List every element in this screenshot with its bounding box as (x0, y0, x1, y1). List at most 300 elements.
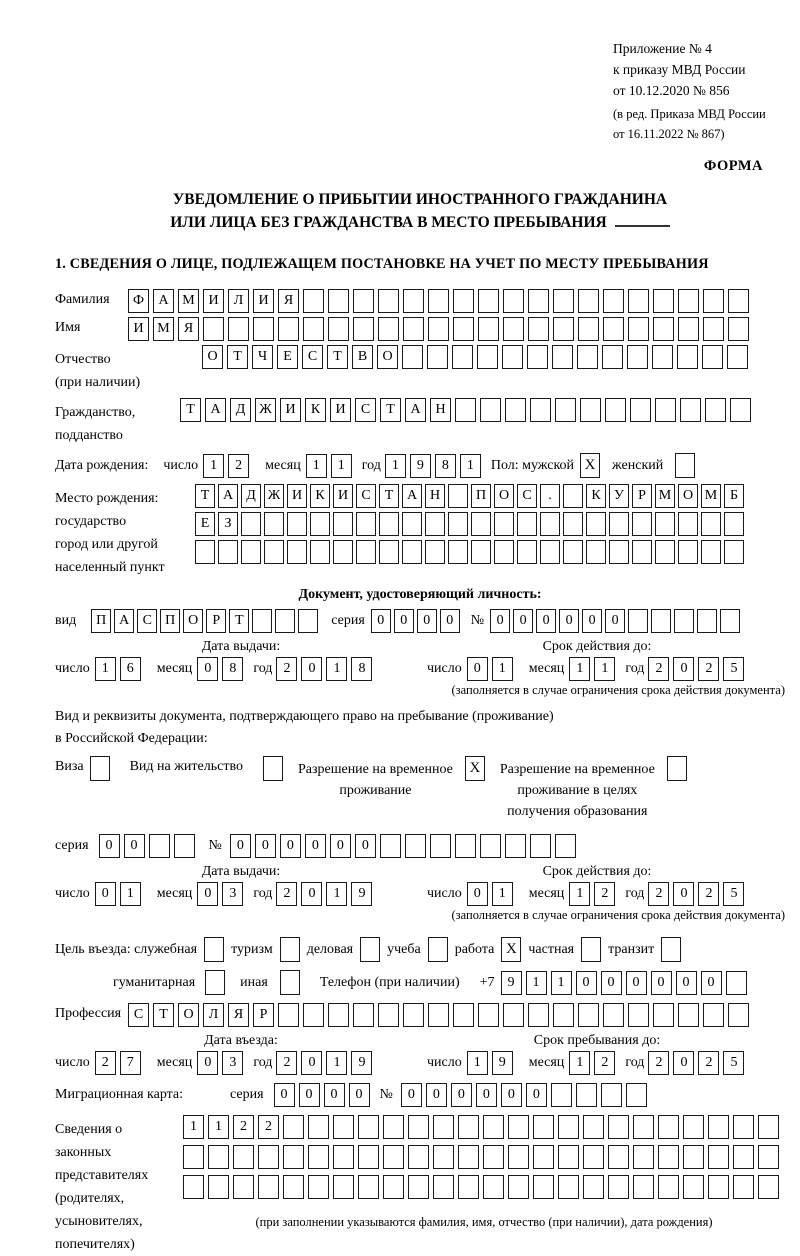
char-cell[interactable] (603, 1003, 624, 1027)
char-cell[interactable]: 2 (276, 1051, 297, 1075)
char-cell[interactable]: Я (278, 289, 299, 313)
char-cell[interactable]: 0 (701, 971, 722, 995)
char-cell[interactable]: 2 (648, 657, 669, 681)
char-cell[interactable]: 0 (95, 882, 116, 906)
char-cell[interactable]: С (356, 484, 376, 508)
char-cell[interactable] (502, 345, 523, 369)
char-cell[interactable] (433, 1115, 454, 1139)
char-cell[interactable]: Д (230, 398, 251, 422)
char-cell[interactable] (674, 609, 694, 633)
char-cell[interactable] (553, 1003, 574, 1027)
char-cell[interactable]: Т (195, 484, 215, 508)
char-cell[interactable]: 0 (197, 882, 218, 906)
char-cell[interactable] (578, 317, 599, 341)
char-cell[interactable] (609, 540, 629, 564)
char-cell[interactable]: О (202, 345, 223, 369)
char-cell[interactable]: Я (228, 1003, 249, 1027)
char-cell[interactable] (655, 512, 675, 536)
char-cell[interactable] (287, 512, 307, 536)
char-cell[interactable] (677, 345, 698, 369)
char-cell[interactable] (632, 512, 652, 536)
char-cell[interactable]: А (402, 484, 422, 508)
char-cell[interactable]: 0 (440, 609, 460, 633)
char-cell[interactable]: 1 (326, 1051, 347, 1075)
char-cell[interactable]: С (517, 484, 537, 508)
char-cell[interactable] (448, 540, 468, 564)
char-cell[interactable]: 0 (280, 834, 301, 858)
char-cell[interactable]: 2 (594, 1051, 615, 1075)
char-cell[interactable]: Т (327, 345, 348, 369)
char-cell[interactable]: Т (380, 398, 401, 422)
char-cell[interactable]: И (203, 289, 224, 313)
char-cell[interactable] (195, 540, 215, 564)
char-cell[interactable]: 9 (410, 454, 431, 478)
char-cell[interactable]: 0 (605, 609, 625, 633)
char-cell[interactable]: И (253, 289, 274, 313)
char-cell[interactable] (683, 1115, 704, 1139)
char-cell[interactable] (705, 398, 726, 422)
char-cell[interactable] (478, 289, 499, 313)
char-cell[interactable] (430, 834, 451, 858)
char-cell[interactable] (555, 834, 576, 858)
char-cell[interactable]: 0 (301, 657, 322, 681)
char-cell[interactable] (455, 398, 476, 422)
char-cell[interactable] (333, 1115, 354, 1139)
char-cell[interactable] (408, 1145, 429, 1169)
char-cell[interactable]: 0 (673, 882, 694, 906)
char-cell[interactable] (651, 609, 671, 633)
char-cell[interactable]: Л (228, 289, 249, 313)
char-cell[interactable]: 0 (536, 609, 556, 633)
char-cell[interactable] (328, 289, 349, 313)
temp-residence-checkbox[interactable]: X (465, 756, 485, 781)
char-cell[interactable] (218, 540, 238, 564)
char-cell[interactable]: 2 (233, 1115, 254, 1139)
char-cell[interactable]: Ч (252, 345, 273, 369)
char-cell[interactable] (303, 317, 324, 341)
char-cell[interactable] (328, 1003, 349, 1027)
char-cell[interactable] (287, 540, 307, 564)
char-cell[interactable] (478, 1003, 499, 1027)
char-cell[interactable] (264, 512, 284, 536)
char-cell[interactable] (308, 1145, 329, 1169)
char-cell[interactable]: 0 (274, 1083, 295, 1107)
char-cell[interactable] (627, 345, 648, 369)
char-cell[interactable]: И (333, 484, 353, 508)
char-cell[interactable]: 0 (582, 609, 602, 633)
char-cell[interactable]: Л (203, 1003, 224, 1027)
char-cell[interactable]: 0 (355, 834, 376, 858)
char-cell[interactable] (658, 1175, 679, 1199)
char-cell[interactable] (508, 1145, 529, 1169)
char-cell[interactable] (658, 1145, 679, 1169)
char-cell[interactable]: 2 (698, 657, 719, 681)
char-cell[interactable] (483, 1145, 504, 1169)
char-cell[interactable]: Т (153, 1003, 174, 1027)
char-cell[interactable]: Н (430, 398, 451, 422)
char-cell[interactable] (505, 398, 526, 422)
char-cell[interactable]: А (405, 398, 426, 422)
char-cell[interactable] (458, 1145, 479, 1169)
char-cell[interactable]: 5 (723, 657, 744, 681)
char-cell[interactable] (724, 540, 744, 564)
char-cell[interactable] (655, 398, 676, 422)
char-cell[interactable]: 0 (394, 609, 414, 633)
char-cell[interactable] (708, 1175, 729, 1199)
char-cell[interactable]: 0 (197, 1051, 218, 1075)
char-cell[interactable] (563, 484, 583, 508)
char-cell[interactable]: Ф (128, 289, 149, 313)
char-cell[interactable]: 9 (492, 1051, 513, 1075)
char-cell[interactable]: 1 (551, 971, 572, 995)
char-cell[interactable]: 1 (492, 882, 513, 906)
purpose-study-checkbox[interactable] (428, 937, 448, 962)
char-cell[interactable] (428, 289, 449, 313)
char-cell[interactable]: 8 (222, 657, 243, 681)
char-cell[interactable]: 1 (467, 1051, 488, 1075)
char-cell[interactable] (630, 398, 651, 422)
char-cell[interactable] (683, 1145, 704, 1169)
char-cell[interactable] (333, 1145, 354, 1169)
char-cell[interactable] (356, 512, 376, 536)
char-cell[interactable]: М (701, 484, 721, 508)
char-cell[interactable]: Ж (255, 398, 276, 422)
char-cell[interactable] (583, 1175, 604, 1199)
char-cell[interactable] (628, 609, 648, 633)
char-cell[interactable] (608, 1145, 629, 1169)
char-cell[interactable] (258, 1145, 279, 1169)
char-cell[interactable] (383, 1175, 404, 1199)
char-cell[interactable]: И (330, 398, 351, 422)
char-cell[interactable] (383, 1145, 404, 1169)
char-cell[interactable] (303, 289, 324, 313)
char-cell[interactable] (633, 1175, 654, 1199)
char-cell[interactable] (540, 540, 560, 564)
char-cell[interactable] (310, 512, 330, 536)
char-cell[interactable]: П (91, 609, 111, 633)
char-cell[interactable]: 9 (351, 1051, 372, 1075)
char-cell[interactable] (494, 512, 514, 536)
char-cell[interactable]: 2 (95, 1051, 116, 1075)
char-cell[interactable] (428, 1003, 449, 1027)
char-cell[interactable]: 0 (301, 882, 322, 906)
char-cell[interactable] (333, 1175, 354, 1199)
char-cell[interactable] (448, 512, 468, 536)
char-cell[interactable]: С (302, 345, 323, 369)
char-cell[interactable] (328, 317, 349, 341)
char-cell[interactable] (408, 1175, 429, 1199)
char-cell[interactable] (533, 1115, 554, 1139)
char-cell[interactable] (505, 834, 526, 858)
char-cell[interactable]: 0 (330, 834, 351, 858)
char-cell[interactable] (609, 512, 629, 536)
char-cell[interactable]: 6 (120, 657, 141, 681)
char-cell[interactable]: Ж (264, 484, 284, 508)
char-cell[interactable]: 0 (301, 1051, 322, 1075)
char-cell[interactable] (628, 289, 649, 313)
char-cell[interactable] (380, 834, 401, 858)
char-cell[interactable] (530, 398, 551, 422)
char-cell[interactable]: 2 (594, 882, 615, 906)
char-cell[interactable]: Р (632, 484, 652, 508)
char-cell[interactable]: 1 (306, 454, 327, 478)
purpose-private-checkbox[interactable] (581, 937, 601, 962)
char-cell[interactable] (758, 1175, 779, 1199)
char-cell[interactable] (253, 317, 274, 341)
char-cell[interactable] (283, 1175, 304, 1199)
char-cell[interactable]: Н (425, 484, 445, 508)
char-cell[interactable] (603, 289, 624, 313)
char-cell[interactable] (578, 1003, 599, 1027)
char-cell[interactable]: В (352, 345, 373, 369)
char-cell[interactable]: Е (195, 512, 215, 536)
char-cell[interactable] (632, 540, 652, 564)
char-cell[interactable] (658, 1115, 679, 1139)
char-cell[interactable] (517, 540, 537, 564)
char-cell[interactable] (310, 540, 330, 564)
char-cell[interactable]: П (471, 484, 491, 508)
char-cell[interactable] (458, 1175, 479, 1199)
char-cell[interactable] (471, 512, 491, 536)
char-cell[interactable] (576, 1083, 597, 1107)
char-cell[interactable] (494, 540, 514, 564)
char-cell[interactable]: О (183, 609, 203, 633)
char-cell[interactable] (452, 345, 473, 369)
char-cell[interactable] (264, 540, 284, 564)
char-cell[interactable]: Т (229, 609, 249, 633)
purpose-business-checkbox[interactable] (360, 937, 380, 962)
char-cell[interactable] (203, 317, 224, 341)
purpose-work-checkbox[interactable]: X (501, 937, 521, 962)
char-cell[interactable] (283, 1115, 304, 1139)
char-cell[interactable] (652, 345, 673, 369)
char-cell[interactable] (586, 540, 606, 564)
char-cell[interactable] (333, 540, 353, 564)
char-cell[interactable]: 2 (276, 657, 297, 681)
char-cell[interactable]: 1 (183, 1115, 204, 1139)
char-cell[interactable]: 7 (120, 1051, 141, 1075)
char-cell[interactable] (553, 317, 574, 341)
char-cell[interactable] (453, 289, 474, 313)
char-cell[interactable]: 0 (490, 609, 510, 633)
char-cell[interactable] (586, 512, 606, 536)
char-cell[interactable] (678, 1003, 699, 1027)
char-cell[interactable]: 8 (351, 657, 372, 681)
char-cell[interactable] (720, 609, 740, 633)
char-cell[interactable] (408, 1115, 429, 1139)
char-cell[interactable]: Д (241, 484, 261, 508)
char-cell[interactable] (379, 540, 399, 564)
char-cell[interactable] (633, 1145, 654, 1169)
char-cell[interactable]: 2 (228, 454, 249, 478)
char-cell[interactable]: 0 (305, 834, 326, 858)
char-cell[interactable] (252, 609, 272, 633)
char-cell[interactable] (608, 1115, 629, 1139)
char-cell[interactable]: 0 (349, 1083, 370, 1107)
char-cell[interactable] (697, 609, 717, 633)
char-cell[interactable]: 9 (351, 882, 372, 906)
char-cell[interactable] (701, 540, 721, 564)
char-cell[interactable]: 0 (651, 971, 672, 995)
char-cell[interactable] (628, 317, 649, 341)
char-cell[interactable]: Р (206, 609, 226, 633)
visa-checkbox[interactable] (90, 756, 110, 781)
char-cell[interactable]: 1 (460, 454, 481, 478)
char-cell[interactable]: 0 (467, 882, 488, 906)
char-cell[interactable]: 1 (594, 657, 615, 681)
char-cell[interactable] (605, 398, 626, 422)
char-cell[interactable] (683, 1175, 704, 1199)
char-cell[interactable] (303, 1003, 324, 1027)
char-cell[interactable] (402, 512, 422, 536)
purpose-humanitarian-checkbox[interactable] (205, 970, 225, 995)
char-cell[interactable]: 1 (492, 657, 513, 681)
char-cell[interactable] (583, 1115, 604, 1139)
char-cell[interactable]: 0 (230, 834, 251, 858)
char-cell[interactable] (653, 1003, 674, 1027)
purpose-official-checkbox[interactable] (204, 937, 224, 962)
char-cell[interactable]: 0 (255, 834, 276, 858)
char-cell[interactable] (701, 512, 721, 536)
char-cell[interactable]: 0 (451, 1083, 472, 1107)
char-cell[interactable] (730, 398, 751, 422)
char-cell[interactable]: 0 (676, 971, 697, 995)
char-cell[interactable] (528, 1003, 549, 1027)
char-cell[interactable] (678, 289, 699, 313)
char-cell[interactable]: 2 (276, 882, 297, 906)
char-cell[interactable] (563, 512, 583, 536)
char-cell[interactable] (602, 345, 623, 369)
char-cell[interactable]: 0 (673, 1051, 694, 1075)
char-cell[interactable] (241, 512, 261, 536)
char-cell[interactable]: А (218, 484, 238, 508)
char-cell[interactable]: К (305, 398, 326, 422)
char-cell[interactable]: 2 (698, 1051, 719, 1075)
char-cell[interactable]: 0 (501, 1083, 522, 1107)
char-cell[interactable]: 1 (569, 882, 590, 906)
char-cell[interactable] (553, 289, 574, 313)
char-cell[interactable] (733, 1115, 754, 1139)
char-cell[interactable] (149, 834, 170, 858)
char-cell[interactable] (480, 398, 501, 422)
char-cell[interactable]: К (310, 484, 330, 508)
char-cell[interactable]: 0 (467, 657, 488, 681)
char-cell[interactable] (428, 317, 449, 341)
char-cell[interactable] (425, 512, 445, 536)
char-cell[interactable]: 1 (95, 657, 116, 681)
char-cell[interactable] (508, 1175, 529, 1199)
char-cell[interactable] (628, 1003, 649, 1027)
char-cell[interactable] (405, 834, 426, 858)
char-cell[interactable] (601, 1083, 622, 1107)
char-cell[interactable] (453, 317, 474, 341)
sex-female-checkbox[interactable] (675, 453, 695, 478)
char-cell[interactable] (703, 317, 724, 341)
char-cell[interactable] (728, 317, 749, 341)
char-cell[interactable] (708, 1145, 729, 1169)
char-cell[interactable] (703, 1003, 724, 1027)
char-cell[interactable] (626, 1083, 647, 1107)
char-cell[interactable]: У (609, 484, 629, 508)
char-cell[interactable]: Т (180, 398, 201, 422)
char-cell[interactable] (527, 345, 548, 369)
char-cell[interactable]: П (160, 609, 180, 633)
char-cell[interactable] (402, 345, 423, 369)
char-cell[interactable] (402, 540, 422, 564)
char-cell[interactable]: 1 (208, 1115, 229, 1139)
char-cell[interactable] (258, 1175, 279, 1199)
char-cell[interactable] (678, 317, 699, 341)
char-cell[interactable]: 8 (435, 454, 456, 478)
char-cell[interactable]: 0 (576, 971, 597, 995)
char-cell[interactable] (540, 512, 560, 536)
purpose-tourism-checkbox[interactable] (280, 937, 300, 962)
char-cell[interactable]: И (280, 398, 301, 422)
char-cell[interactable]: И (287, 484, 307, 508)
char-cell[interactable] (533, 1145, 554, 1169)
char-cell[interactable] (183, 1175, 204, 1199)
char-cell[interactable]: 5 (723, 882, 744, 906)
char-cell[interactable] (208, 1145, 229, 1169)
edu-residence-checkbox[interactable] (667, 756, 687, 781)
char-cell[interactable] (378, 1003, 399, 1027)
char-cell[interactable] (726, 971, 747, 995)
char-cell[interactable] (603, 317, 624, 341)
char-cell[interactable] (533, 1175, 554, 1199)
char-cell[interactable] (653, 317, 674, 341)
char-cell[interactable]: 1 (385, 454, 406, 478)
char-cell[interactable] (241, 540, 261, 564)
char-cell[interactable] (379, 512, 399, 536)
char-cell[interactable] (403, 317, 424, 341)
char-cell[interactable] (356, 540, 376, 564)
char-cell[interactable] (678, 540, 698, 564)
char-cell[interactable]: 0 (401, 1083, 422, 1107)
char-cell[interactable]: 0 (99, 834, 120, 858)
char-cell[interactable] (733, 1175, 754, 1199)
char-cell[interactable] (353, 289, 374, 313)
char-cell[interactable] (233, 1145, 254, 1169)
char-cell[interactable]: 0 (197, 657, 218, 681)
char-cell[interactable] (403, 1003, 424, 1027)
char-cell[interactable] (633, 1115, 654, 1139)
char-cell[interactable] (555, 398, 576, 422)
char-cell[interactable]: О (377, 345, 398, 369)
char-cell[interactable]: К (586, 484, 606, 508)
char-cell[interactable] (758, 1115, 779, 1139)
char-cell[interactable] (758, 1145, 779, 1169)
char-cell[interactable] (427, 345, 448, 369)
char-cell[interactable] (703, 289, 724, 313)
char-cell[interactable]: 0 (601, 971, 622, 995)
char-cell[interactable] (383, 1115, 404, 1139)
char-cell[interactable] (680, 398, 701, 422)
purpose-transit-checkbox[interactable] (661, 937, 681, 962)
char-cell[interactable] (453, 1003, 474, 1027)
char-cell[interactable] (558, 1145, 579, 1169)
char-cell[interactable] (228, 317, 249, 341)
char-cell[interactable]: 3 (222, 882, 243, 906)
char-cell[interactable] (425, 540, 445, 564)
char-cell[interactable]: 9 (501, 971, 522, 995)
char-cell[interactable]: 1 (526, 971, 547, 995)
char-cell[interactable] (678, 512, 698, 536)
char-cell[interactable] (608, 1175, 629, 1199)
char-cell[interactable]: 0 (371, 609, 391, 633)
char-cell[interactable]: С (128, 1003, 149, 1027)
char-cell[interactable] (728, 289, 749, 313)
char-cell[interactable] (528, 289, 549, 313)
